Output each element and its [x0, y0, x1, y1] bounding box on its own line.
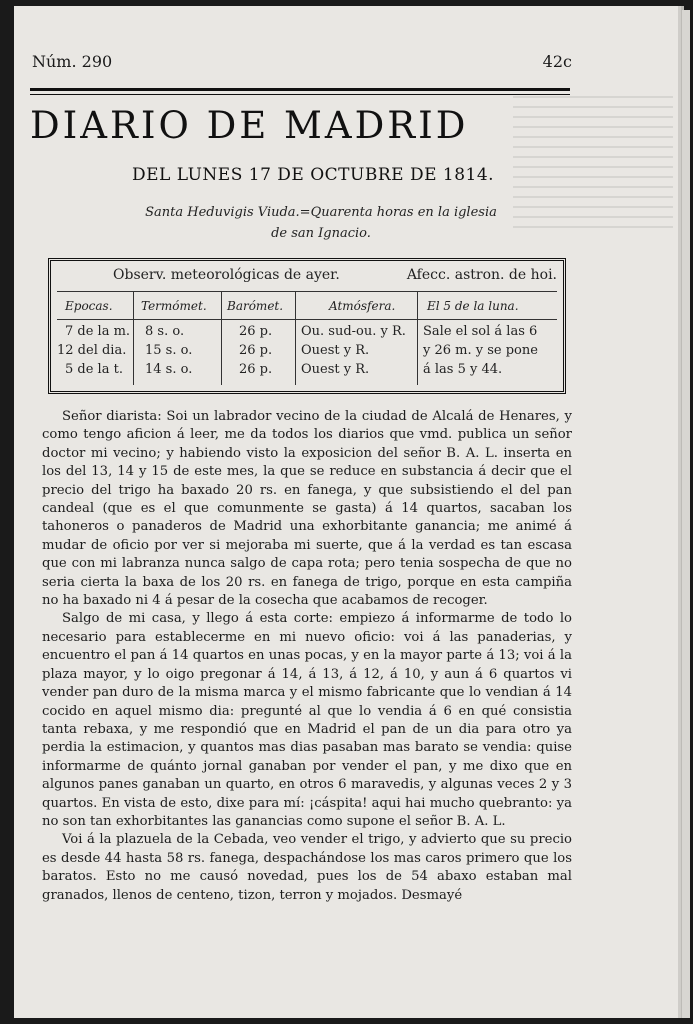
column-header-termometro: Termómet.: [141, 299, 207, 313]
row-atmosfera: Ou. sud-ou. y R.: [301, 324, 406, 339]
astro-line: Sale el sol á las 6: [423, 324, 538, 339]
column-divider: [295, 291, 296, 385]
article-paragraph: Señor diarista: Soi un labrador vecino de la ciudad de Alcalá de Henares, y como tengo aficion á leer, me da todos los diarios que vmd. publica un señor doctor mi vecino; y habiendo visto la exposicion del señor B. A. L. inserta en los del 13, 14 y 15 de este mes, la que se reduce en substancia á decir que el precio del trigo ha baxado 20 rs. en fanega, y que subsistiendo el del pan candeal (que es el que comunmente se gasta) á 14 quartos, sacaban los tahoneros o panaderos de Madrid una exhorbitante ganancia; me animé á mudar de oficio por ver si mejoraba mi suerte, que á la verdad es tan escasa que con mi labranza nunca salgo de capa rota; pero tenia sospecha de que no seria cierta la baxa de los 20 rs. en fanega de trigo, porque en esta campiña no ha baxado ni 4 á pesar de la cosecha que acabamos de recoger.: [42, 409, 572, 609]
row-barometro: 26 p.: [239, 362, 273, 377]
header-rule-thin: [30, 94, 570, 95]
issue-number: Núm. 290: [32, 52, 113, 71]
weather-rule-top: [57, 291, 557, 292]
column-divider: [221, 291, 222, 385]
column-header-atmosfera: Atmósfera.: [329, 299, 396, 313]
astronomy-heading: Afecc. astron. de hoi.: [406, 267, 557, 283]
row-termometro: 8 s. o.: [145, 324, 185, 339]
newspaper-title: DIARIO DE MADRID: [30, 104, 469, 147]
saints-line-1: Santa Heduvigis Viuda.=Quarenta horas en la iglesia: [145, 205, 497, 220]
row-termometro: 14 s. o.: [145, 362, 193, 377]
column-header-epocas: Epocas.: [65, 299, 113, 313]
weather-table: [48, 258, 566, 394]
header-rule-thick: [30, 88, 570, 91]
saints-line-2: de san Ignacio.: [271, 226, 371, 241]
dateline: DEL LUNES 17 DE OCTUBRE DE 1814.: [132, 165, 495, 185]
row-epoca: 5 de la t.: [65, 362, 123, 377]
column-divider: [417, 291, 418, 385]
column-header-barometro: Barómet.: [227, 299, 284, 313]
column-header-luna: El 5 de la luna.: [427, 299, 519, 313]
article-paragraph: Salgo de mi casa, y llego á esta corte: empiezo á informarme de todo lo necesario para establecerme en mi nuevo oficio: voi á las panaderias, y encuentro el pan á 14 quartos en unas pocas, y en la mayor parte á 13; voi á la plaza mayor, y lo oigo pregonar á 14, á 13, á 12, á 10, y aun á 6 quartos vi vender pan duro de la misma marca y el mismo fabricante que lo vendian á 14 cocido en aquel mismo dia: pregunté al que lo vendia á 6 en qué consistia tanta rebaxa, y me respondió que en Madrid el pan de un dia para otro ya perdia la estimacion, y quantos mas dias pasaban mas barato se vendia: quise informarme de quánto jornal ganaban por vender el pan, y me dixo que en algunos panes ganaban un quarto, en otros 6 maravedis, y algunas veces 2 y 3 quartos. En vista de esto, dixe para mí: ¡cáspita! aqui hai mucho quebranto: ya no son tan exhorbitantes las ganancias como supone el señor B. A. L.: [42, 611, 572, 829]
page-number: 42с: [542, 52, 572, 71]
weather-heading: Observ. meteorológicas de ayer.: [113, 267, 340, 283]
astro-line: á las 5 y 44.: [423, 362, 503, 377]
astro-line: y 26 m. y se pone: [423, 343, 538, 358]
page-header: [32, 52, 572, 74]
row-atmosfera: Ouest y R.: [301, 343, 370, 358]
row-termometro: 15 s. o.: [145, 343, 193, 358]
row-barometro: 26 p.: [239, 324, 273, 339]
row-barometro: 26 p.: [239, 343, 273, 358]
article-paragraph: Voi á la plazuela de la Cebada, veo vender el trigo, y advierto que su precio es desde 44 hasta 58 rs. fanega, despachándose los mas caros primero que los baratos. Esto no me causó novedad, pues los de 54 abaxo estaban mal granados, llenos de centeno, tizon, terron y mojados. Desmayé: [42, 832, 572, 903]
row-atmosfera: Ouest y R.: [301, 362, 370, 377]
weather-rule-header: [57, 319, 557, 320]
article-body: [42, 408, 572, 905]
row-epoca: 7 de la m.: [65, 324, 131, 339]
saints-of-the-day: [96, 202, 546, 244]
page-edge-stack: [682, 10, 690, 1018]
row-epoca: 12 del dia.: [57, 343, 127, 358]
column-divider: [133, 291, 134, 385]
